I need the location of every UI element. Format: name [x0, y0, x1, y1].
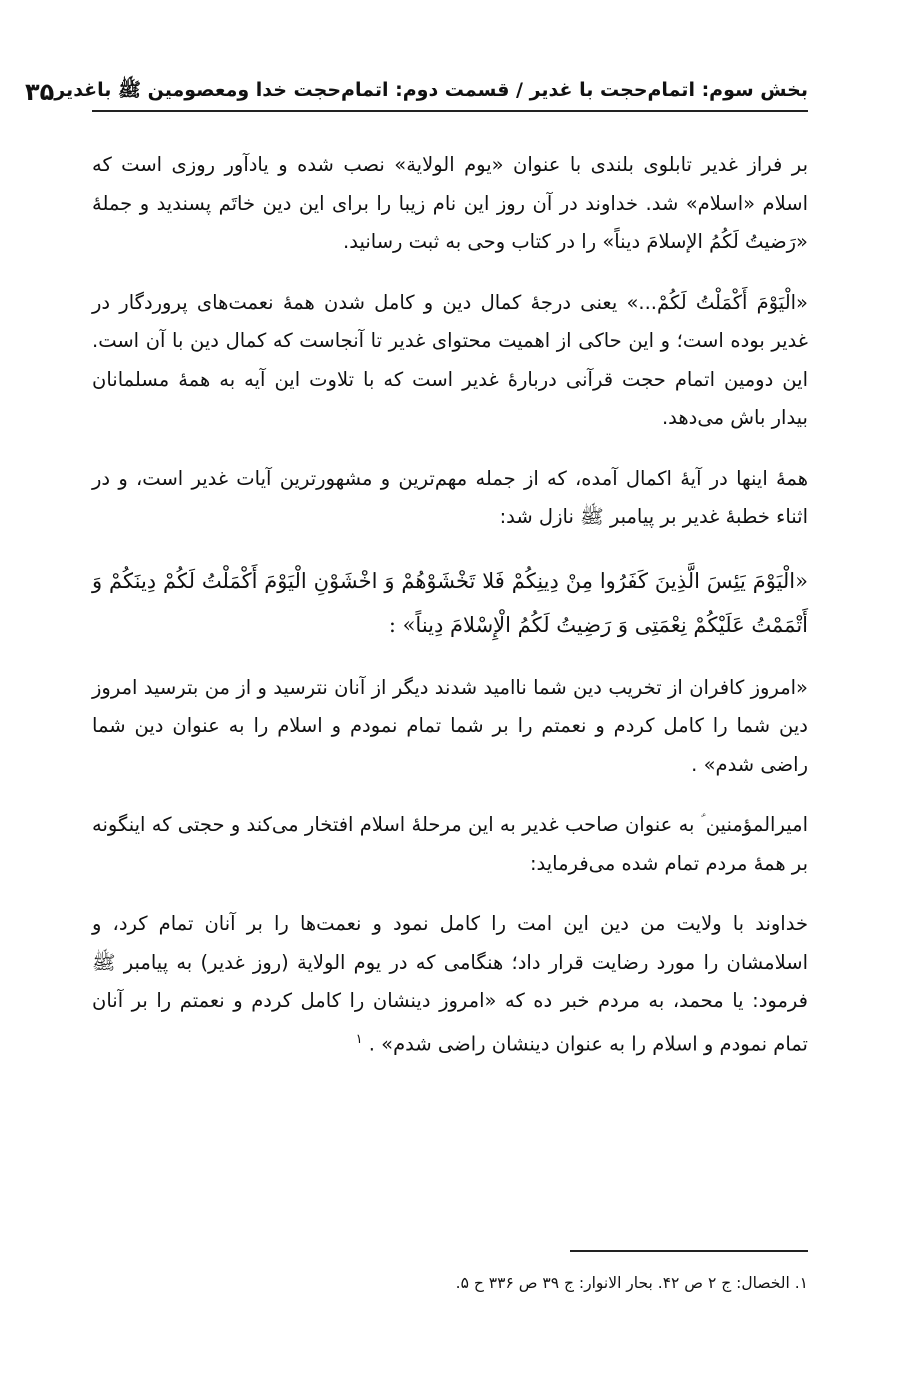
- paragraph-7-text: خداوند با ولایت من دین این امت را کامل نمود و نعمت‌ها را بر آنان تمام کرد، و اسلامشان را مورد رضایت قرار داد؛ هنگامی که در یوم الولایة (روز غدیر) به پیامبر ﷺ فرمود: یا محمد، به مردم خبر ده که «امروز دینشان را کامل کردم و نعمتم را بر آنان تمام نمودم و اسلام را به عنوان دینشان راضی شدم» .: [92, 912, 808, 1055]
- paragraph-6: امیرالمؤمنین ؑ به عنوان صاحب غدیر به این مرحلۀ اسلام افتخار می‌کند و حجتی که اینگونه بر همۀ مردم تمام شده می‌فرماید:: [92, 813, 808, 875]
- header-title: بخش سوم: اتمام‌حجت با غدیر / قسمت دوم: اتمام‌حجت خدا ومعصومین ﷺ باغدیر: [54, 79, 808, 101]
- running-header: [24, 60, 808, 112]
- footnote-divider: [570, 1250, 808, 1252]
- verse-translation: «امروز کافران از تخریب دین شما ناامید شدند دیگر از آنان نترسید و از من بترسید امروز دین شما را کامل کردم و نعمتم را بر شما تمام نمودم و اسلام را به عنوان دین شما راضی شدم» .: [92, 675, 808, 776]
- book-page: [24, 60, 808, 1360]
- footnote: ۱. الخصال: ج ۲ ص ۴۲. بحار الانوار: ج ۳۹ ص ۳۳۶ ح ۵.: [455, 1274, 808, 1292]
- paragraph-1: بر فراز غدیر تابلوی بلندی با عنوان «یوم الولایة» نصب شده و یادآور روزی است که اسلام «اسلام» شد. خداوند در آن روز این نام زیبا را برای این دین خاتَم پسندید و جملۀ «رَضیتُ لَکُمُ الإسلامَ دیناً» را در کتاب وحی به ثبت رسانید.: [92, 153, 808, 253]
- paragraph-3: همۀ اینها در آیۀ اکمال آمده، که از جمله مهم‌ترین و مشهورترین آیات غدیر است، و در اثناء خطبۀ غدیر بر پیامبر ﷺ نازل شد:: [92, 466, 808, 528]
- paragraph-7: [92, 905, 808, 1064]
- paragraph-2: «الْیَوْمَ أَکْمَلْتُ لَکُمْ...» یعنی درجۀ کمال دین و کامل شدن همۀ نعمت‌های پروردگار در غدیر بوده است؛ و این حاکی از اهمیت محتوای غدیر تا آنجاست که کمال دین با آن است. این دومین اتمام حجت قرآنی دربارۀ غدیر است که با تلاوت این آیه به همۀ مسلمانان بیدار باش می‌دهد.: [92, 290, 808, 429]
- body-text: [92, 146, 808, 1064]
- footnote-marker[interactable]: ۱: [355, 1031, 363, 1047]
- page-number: ۳۵: [24, 78, 55, 106]
- quran-verse: «الْیَوْمَ یَئِسَ الَّذِینَ کَفَرُوا مِنْ دِینِکُمْ فَلا تَخْشَوْهُمْ وَ اخْشَوْنِ الْیَوْمَ أَکْمَلْتُ لَکُمْ دِینَکُمْ وَ أَتْمَمْتُ عَلَیْکُمْ نِعْمَتِی وَ رَضِیتُ لَکُمُ الْإِسْلامَ دِیناً» :: [92, 568, 808, 637]
